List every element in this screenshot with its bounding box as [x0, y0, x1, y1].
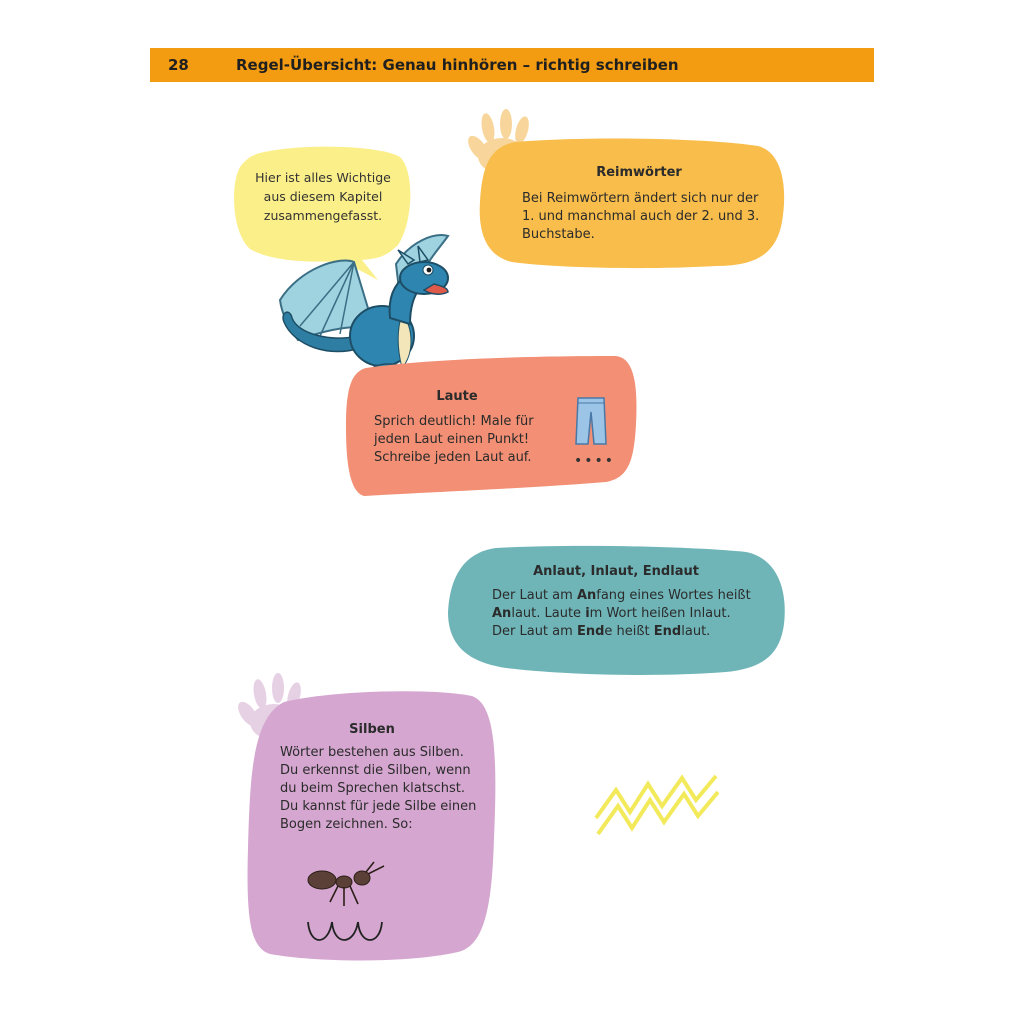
anlaut-text [492, 587, 782, 641]
bold-span: An [492, 606, 512, 621]
jeans-icon [574, 396, 608, 446]
silben-line: Wörter bestehen aus Silben. [280, 745, 464, 760]
zigzag-decoration [592, 770, 724, 840]
speech-line: aus diesem Kapitel [263, 189, 383, 204]
text-span: e heißt [604, 624, 654, 639]
bold-span: End [653, 624, 682, 639]
silben-line: du beim Sprechen klatschst. [280, 781, 465, 796]
text-span: fang eines Wortes heißt [596, 588, 751, 603]
speech-line: Hier ist alles Wichtige [255, 170, 391, 185]
speech-bubble-text [246, 168, 400, 225]
bold-span: i [585, 606, 590, 621]
text-span: laut. [681, 624, 711, 639]
bold-span: End [576, 624, 605, 639]
silben-line: Du erkennst die Silben, wenn [280, 763, 471, 778]
text-span: Der Laut am [492, 624, 577, 639]
laute-text [374, 413, 564, 467]
ant-icon [304, 860, 388, 914]
anlaut-title: Anlaut, Inlaut, Endlaut [533, 564, 699, 579]
anlaut-card [446, 544, 788, 678]
silben-title: Silben [349, 722, 395, 737]
laute-line: jeden Laut einen Punkt! [374, 432, 530, 447]
silben-card [244, 688, 498, 964]
anlaut-line-1 [492, 587, 782, 605]
text-span: m Wort heißen [589, 606, 690, 621]
reimwoerter-card [476, 136, 788, 270]
reimwoerter-line: Bei Reimwörtern ändert sich nur der [522, 191, 759, 206]
text-span: Der Laut am [492, 588, 577, 603]
header-bar [150, 48, 874, 82]
page-number: 28 [168, 56, 189, 74]
bold-span: An [576, 588, 597, 603]
text-span: laut. [701, 606, 731, 621]
laute-title: Laute [436, 389, 478, 404]
silben-text [280, 744, 494, 834]
syllable-arcs-icon [306, 920, 384, 944]
bold-span: In [689, 606, 702, 621]
speech-line: zusammengefasst. [263, 208, 383, 223]
page-title: Regel-Übersicht: Genau hinhören – richtig schreiben [236, 56, 679, 74]
reimwoerter-line: 1. und manchmal auch der 2. und 3. [522, 209, 760, 224]
anlaut-line-2 [492, 605, 782, 623]
anlaut-line-3 [492, 623, 782, 641]
silben-line: Bogen zeichnen. So: [280, 817, 413, 832]
laute-card [344, 354, 638, 496]
reimwoerter-title: Reimwörter [596, 165, 682, 180]
laute-line: Sprich deutlich! Male für [374, 414, 534, 429]
reimwoerter-text [522, 190, 784, 244]
text-span: laut. Laute [511, 606, 586, 621]
reimwoerter-line: Buchstabe. [522, 227, 595, 242]
silben-line: Du kannst für jede Silbe einen [280, 799, 477, 814]
laute-dots: •••• [574, 453, 616, 469]
laute-line: Schreibe jeden Laut auf. [374, 450, 532, 465]
